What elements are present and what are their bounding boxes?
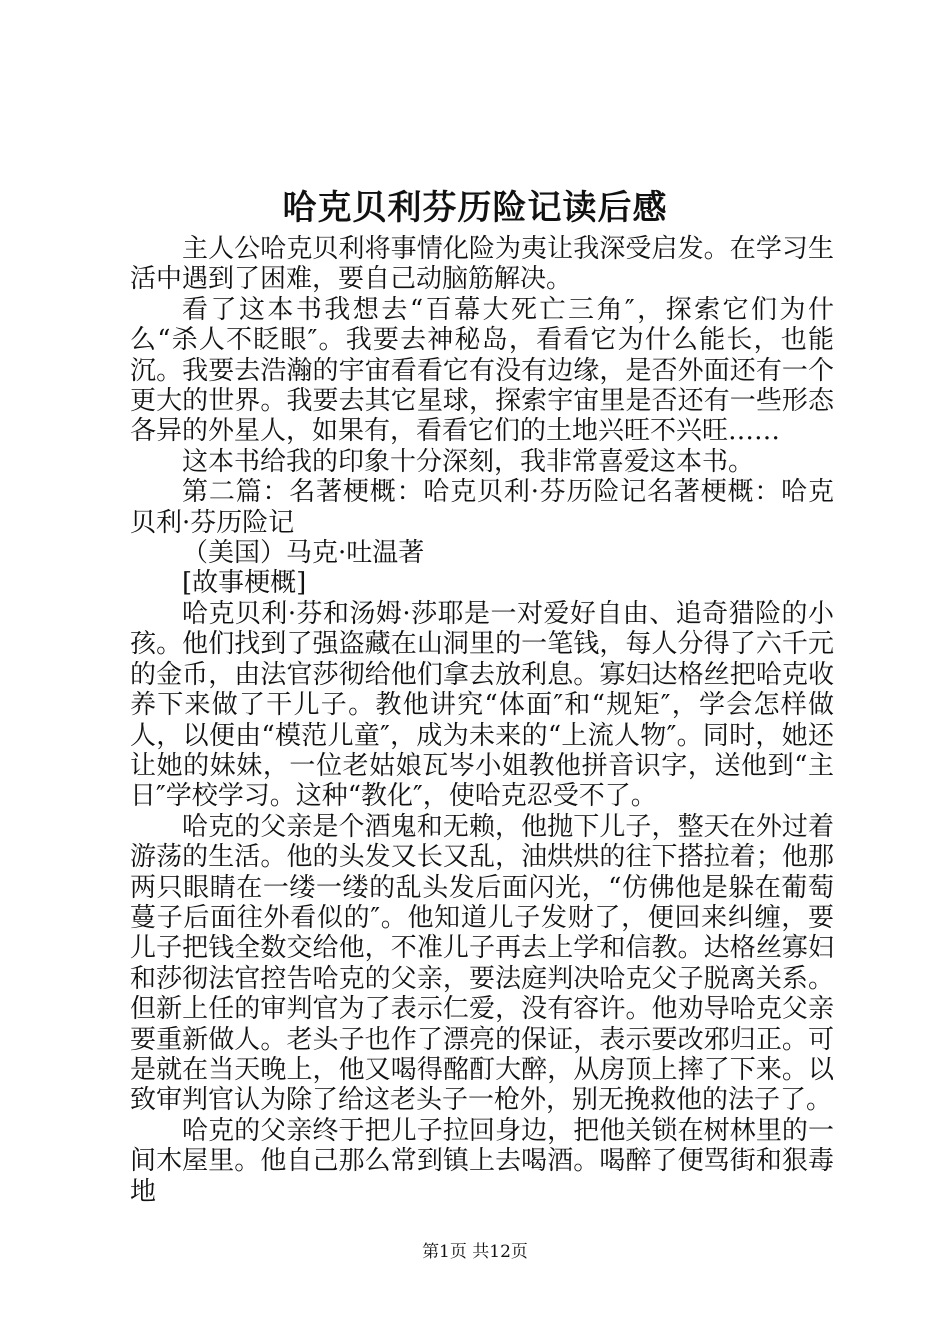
paragraph: [故事梗概] xyxy=(182,568,307,599)
paragraph: 哈克的父亲终于把儿子拉回身边，把他关锁在树林里的一间木屋里。他自己那么常到镇上去喝酒。喝醉了便骂街和狠毒地 xyxy=(130,1115,834,1207)
paragraph: 哈克贝利·芬和汤姆·莎耶是一对爱好自由、追奇猎险的小孩。他们找到了强盗藏在山洞里的一笔钱，每人分得了六千元的金币，由法官莎彻给他们拿去放利息。寡妇达格丝把哈克收养下来做了干儿子。教他讲究“体面″和“规矩″，学会怎样做人，以便由“模范儿童″，成为未来的“上流人物″。同时，她还让她的妹妹，一位老姑娘瓦岑小姐教他拼音识字，送他到“主日″学校学习。这种“教化″，使哈克忍受不了。 xyxy=(130,598,834,812)
paragraph: 主人公哈克贝利将事情化险为夷让我深受启发。在学习生活中遇到了困难，要自己动脑筋解决。 xyxy=(130,234,834,295)
page-footer: 第1页 共12页 xyxy=(422,1242,528,1262)
document-body xyxy=(130,234,834,1207)
paragraph: 哈克的父亲是个酒鬼和无赖，他抛下儿子，整天在外过着游荡的生活。他的头发又长又乱，油烘烘的往下搭拉着；他那两只眼睛在一缕一缕的乱头发后面闪光，“仿佛他是躲在葡萄蔓子后面往外看似的″。他知道儿子发财了，便回来纠缠，要儿子把钱全数交给他，不准儿子再去上学和信教。达格丝寡妇和莎彻法官控告哈克的父亲，要法庭判决哈克父子脱离关系。但新上任的审判官为了表示仁爱，没有容许。他劝导哈克父亲要重新做人。老头子也作了漂亮的保证，表示要改邪归正。可是就在当天晚上，他又喝得酩酊大醉，从房顶上摔了下来。以致审判官认为除了给这老头子一枪外，别无挽救他的法子了。 xyxy=(130,811,834,1116)
paragraph: 看了这本书我想去“百幕大死亡三角″，探索它们为什么“杀人不眨眼″。我要去神秘岛，看看它为什么能长，也能沉。我要去浩瀚的宇宙看看它有没有边缘，是否外面还有一个更大的世界。我要去其它星球，探索宇宙里是否还有一些形态各异的外星人，如果有，看看它们的土地兴旺不兴旺…… xyxy=(130,294,834,447)
paragraph: （美国）马克·吐温著 xyxy=(182,538,425,569)
paragraph: 这本书给我的印象十分深刻，我非常喜爱这本书。 xyxy=(182,446,755,477)
document-title: 哈克贝利芬历险记读后感 xyxy=(282,188,668,228)
paragraph: 第二篇：名著梗概：哈克贝利·芬历险记名著梗概：哈克贝利·芬历险记 xyxy=(130,477,834,538)
